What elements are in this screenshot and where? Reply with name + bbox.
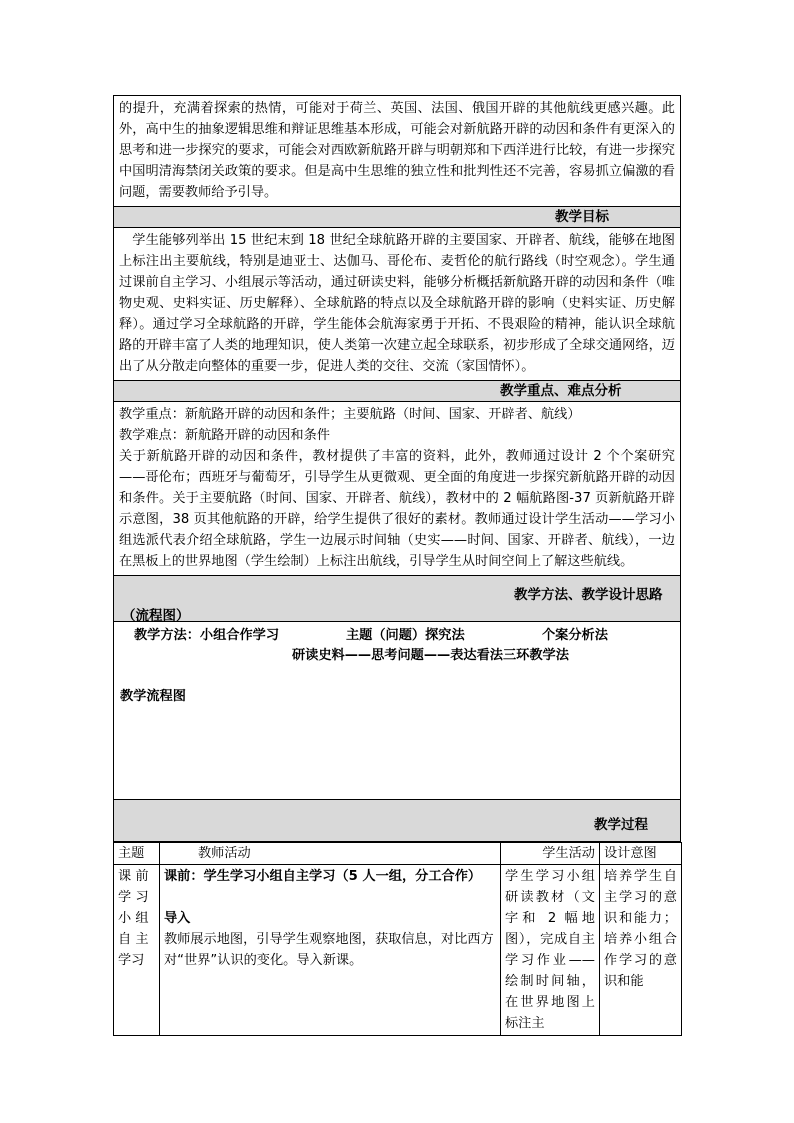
process-title: 教学过程 — [594, 817, 648, 833]
keypoints-title: 教学重点、难点分析 — [500, 383, 622, 399]
process-table — [113, 842, 682, 1036]
topic-cell: 课 前 学 习 小 组 自 主 学习 — [114, 865, 160, 1036]
intro-section — [113, 95, 681, 207]
document-page — [113, 95, 681, 1036]
keypoints-line1: 教学重点：新航路开辟的动因和条件；主要航路（时间、国家、开辟者、航线） — [119, 407, 581, 422]
keypoints-header — [113, 381, 681, 402]
student-cell: 学生学习小组研读教材（文字和 2 幅地图），完成自主学习作业——绘制时间轴，在世界地图上标注主 — [501, 865, 600, 1036]
methods-subtitle: （流程图） — [122, 608, 190, 624]
method-three-ring: 研读史料——思考问题——表达看法三环教学法 — [292, 648, 569, 663]
keypoints-section — [113, 402, 681, 576]
teacher-cell — [160, 865, 501, 1036]
goals-title: 教学目标 — [555, 209, 609, 225]
method-case-analysis: 个案分析法 — [542, 628, 608, 643]
table-row — [114, 865, 682, 1036]
goals-text: 学生能够列举出 15 世纪末到 18 世纪全球航路开辟的主要国家、开辟者、航线，能够在地图上标注出主要航线，特别是迪亚士、达伽马、哥伦布、麦哲伦的航行路线（时空观念）。学生通过课前自主学习、小组展示等活动，通过研读史料，能够分析概括新航路开辟的动因和条件（唯物史观、史料实证、历史解释）、全球航路的特点以及全球航路开辟的影响（史料实证、历史解释）。通过学习全球航路的开辟，学生能体会航海家勇于开拓、不畏艰险的精神，能认识全球航路的开辟丰富了人类的地理知识，使人类第一次建立起全球联系，初步形成了全球交通网络，迈出了从分散走向整体的重要一步，促进人类的交往、交流（家国情怀）。 — [119, 233, 675, 374]
col-header-student: 学生活动 — [501, 843, 600, 865]
col-header-teacher: 教师活动 — [160, 843, 501, 865]
intent-cell: 培养学生自主学习的意识和能力；培养小组合作学习的意识和能 — [600, 865, 682, 1036]
methods-section — [113, 622, 681, 800]
methods-header — [113, 576, 681, 622]
flowchart-label: 教学流程图 — [120, 689, 186, 704]
teacher-text: 教师展示地图，引导学生观察地图，获取信息，对比西方对“世界”认识的变化。导入新课。 — [164, 932, 494, 968]
keypoints-text: 关于新航路开辟的动因和条件，教材提供了丰富的资料，此外，教师通过设计 2 个个案研究——哥伦布；西班牙与葡萄牙，引导学生从更微观、更全面的角度进一步探究新航路开辟的动因和条件。关于主要航路（时间、国家、开辟者、航线），教材中的 2 幅航路图-37 页新航路开辟示意图，38 页其他航路的开辟，给学生提供了很好的素材。教师通过设计学生活动——学习小组选派代表介绍全球航路，学生一边展示时间轴（史实——时间、国家、开辟者、航线），一边在黑板上的世界地图（学生绘制）上标注出航线，引导学生从时间空间上了解这些航线。 — [119, 449, 675, 569]
process-header — [113, 800, 681, 842]
process-table-header — [114, 843, 682, 865]
method-inquiry: 主题（问题）探究法 — [346, 628, 465, 643]
teacher-subheading: 导入 — [164, 911, 191, 926]
teacher-heading: 课前：学生学习小组自主学习（5 人一组，分工合作） — [164, 869, 482, 884]
goals-section — [113, 228, 681, 381]
method-group-learning: 教学方法：小组合作学习 — [134, 628, 280, 643]
goals-header — [113, 207, 681, 228]
col-header-intent: 设计意图 — [600, 843, 682, 865]
keypoints-line2: 教学难点：新航路开辟的动因和条件 — [119, 428, 330, 443]
methods-title: 教学方法、教学设计思路 — [514, 587, 663, 603]
intro-paragraph: 的提升，充满着探索的热情，可能对于荷兰、英国、法国、俄国开辟的其他航线更感兴趣。此外，高中生的抽象逻辑思维和辩证思维基本形成，可能会对新航路开辟的动因和条件有更深入的思考和进一步探究的要求，可能会对西欧新航路开辟与明朝郑和下西洋进行比较，有进一步探究中国明清海禁闭关政策的要求。但是高中生思维的独立性和批判性还不完善，容易抓立偏激的看问题，需要教师给予引导。 — [119, 101, 675, 200]
col-header-topic: 主题 — [114, 843, 160, 865]
